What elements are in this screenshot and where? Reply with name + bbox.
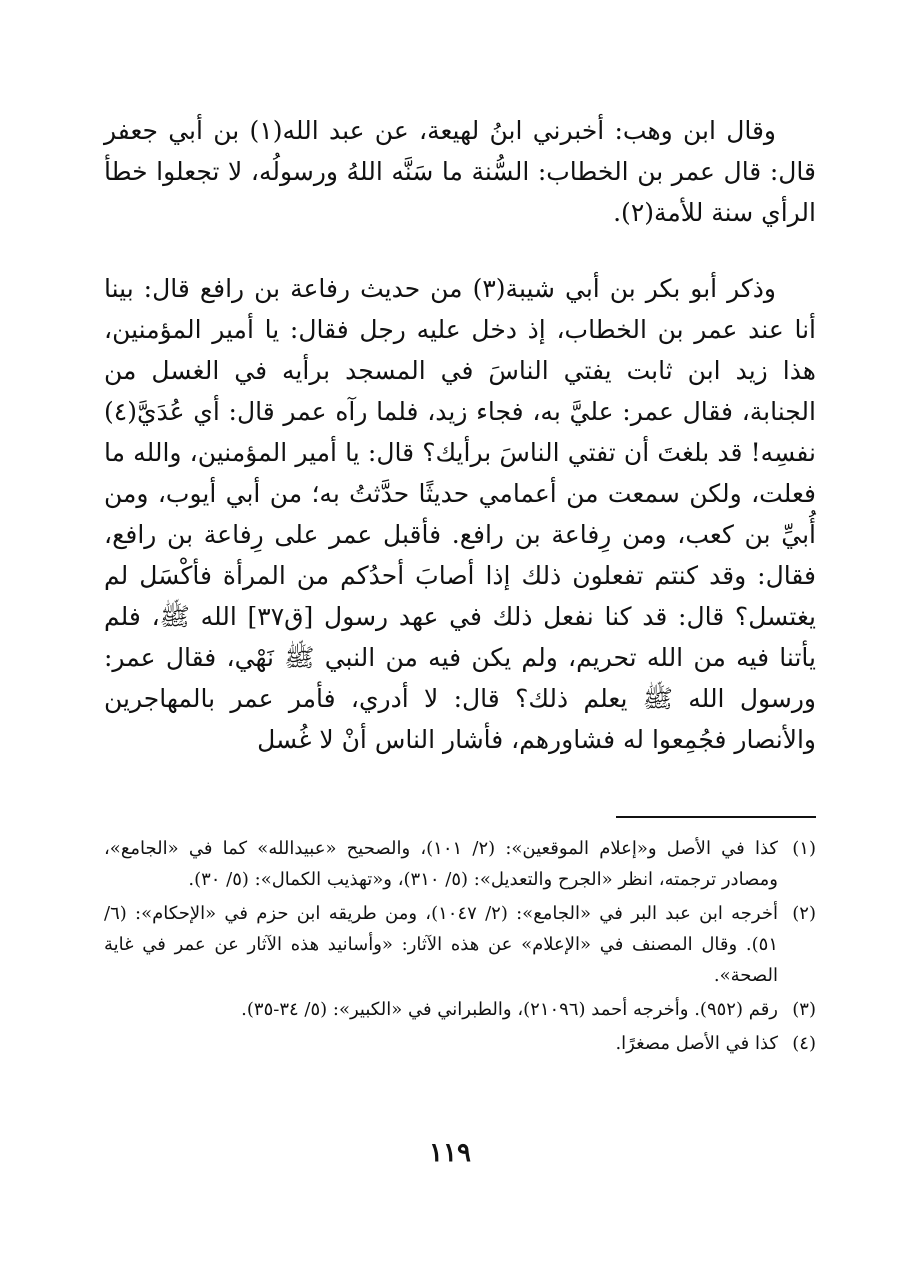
footnote-4 bbox=[104, 1028, 816, 1059]
body-paragraph-2 bbox=[104, 268, 816, 760]
footnote-number: (٢) bbox=[792, 903, 816, 924]
page-number: ١١٩ bbox=[429, 1138, 471, 1168]
footnote-text: أخرجه ابن عبد البر في «الجامع»: (٢/ ١٠٤٧)، ومن طريقه ابن حزم في «الإحكام»: (٦/ ٥١). وقال المصنف في «الإعلام» عن هذه الآثار: «وأسانيد هذه الآثار عن عمر في غاية الصحة». bbox=[104, 903, 778, 986]
footnote-3 bbox=[104, 994, 816, 1025]
footnote-1 bbox=[104, 833, 816, 895]
paragraph-text: وقال ابن وهب: أخبرني ابنُ لهيعة، عن عبد الله(١) بن أبي جعفر قال: قال عمر بن الخطاب: السُّنة ما سَنَّه اللهُ ورسولُه، لا تجعلوا خطأ الرأي سنة للأمة(٢). bbox=[104, 116, 816, 227]
footnote-number: (٤) bbox=[792, 1033, 816, 1054]
footnote-text: رقم (٩٥٢). وأخرجه أحمد (٢١٠٩٦)، والطبراني في «الكبير»: (٥/ ٣٤-٣٥). bbox=[241, 999, 778, 1020]
footnote-text: كذا في الأصل مصغرًا. bbox=[615, 1033, 778, 1054]
footnote-number: (١) bbox=[792, 838, 816, 859]
footnote-text: كذا في الأصل و«إعلام الموقعين»: (٢/ ١٠١)، والصحيح «عبيدالله» كما في «الجامع»، ومصادر ترجمته، انظر «الجرح والتعديل»: (٥/ ٣١٠)، و«تهذيب الكمال»: (٥/ ٣٠). bbox=[104, 838, 778, 890]
body-paragraph-1 bbox=[104, 110, 816, 233]
footnote-number: (٣) bbox=[792, 999, 816, 1020]
footnote-2 bbox=[104, 898, 816, 991]
footnote-separator bbox=[616, 816, 816, 818]
footnotes bbox=[104, 833, 816, 1062]
paragraph-text: وذكر أبو بكر بن أبي شيبة(٣) من حديث رفاعة بن رافع قال: بينا أنا عند عمر بن الخطاب، إذ دخل عليه رجل فقال: يا أمير المؤمنين، هذا زيد ابن ثابت يفتي الناسَ في المسجد برأيه في الغسل من الجنابة، فقال عمر: عليَّ به، فجاء زيد، فلما رآه عمر قال: أي عُدَيَّ(٤) نفسِه! قد بلغتَ أن تفتي الناسَ برأيك؟ قال: يا أمير المؤمنين، والله ما فعلت، ولكن سمعت من أعمامي حديثًا حدَّثتُ به؛ من أبي أيوب، ومن أُبيِّ بن كعب، ومن رِفاعة بن رافع. فأقبل عمر على رِفاعة بن رافع، فقال: وقد كنتم تفعلون ذلك إذا أصابَ أحدُكم من المرأة فأكْسَل لم يغتسل؟ قال: قد كنا نفعل ذلك في عهد رسول [ق٣٧] الله ﷺ، فلم يأتنا فيه من الله تحريم، ولم يكن فيه من النبي ﷺ نَهْي، فقال عمر: ورسول الله ﷺ يعلم ذلك؟ قال: لا أدري، فأمر عمر بالمهاجرين والأنصار فجُمِعوا له فشاورهم، فأشار الناس أنْ لا غُسل bbox=[104, 274, 816, 754]
